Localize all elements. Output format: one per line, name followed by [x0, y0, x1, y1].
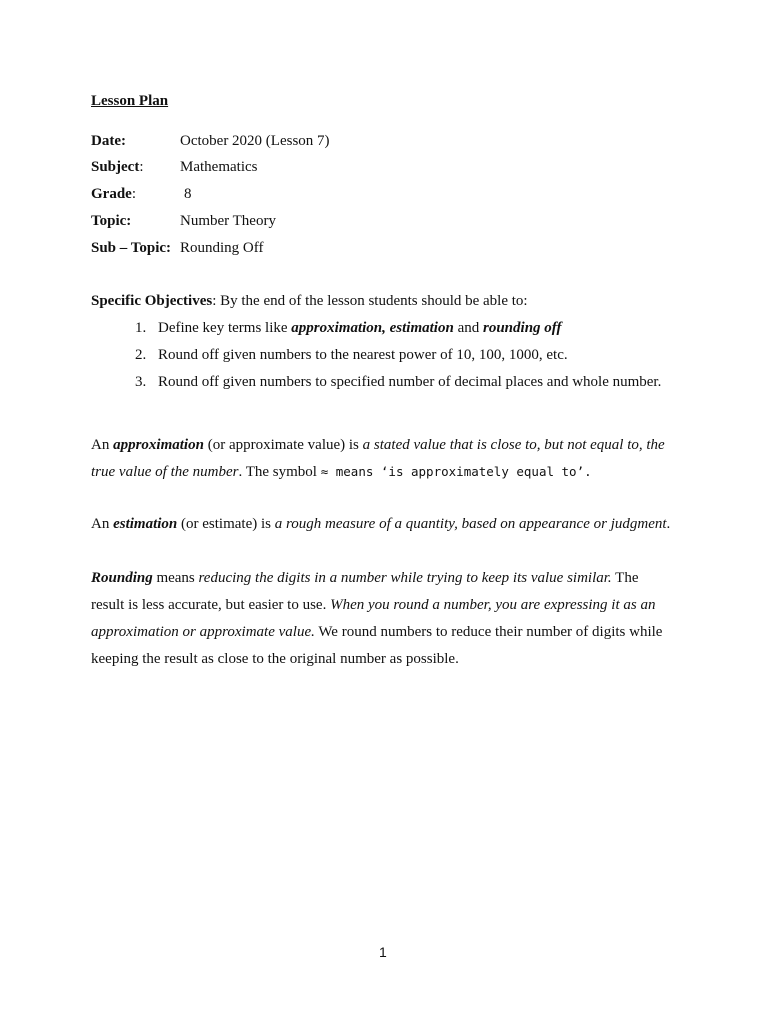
subject-value: Mathematics	[180, 159, 258, 175]
approximation-line-2: true value of the number. The symbol ≈ means ‘is approximately equal to’.	[91, 464, 592, 480]
page-number: 1	[379, 944, 387, 960]
objectives-intro: Specific Objectives: By the end of the lesson students should be able to:	[91, 293, 528, 309]
document-page: Lesson Plan Date: October 2020 (Lesson 7) Subject: Mathematics Grade: 8 Topic: Number Theory Sub – Topic: Rounding Off Specific Objectives: By the end of the lesson students should be able to: 1. Define key terms like approximation, estimation and rounding off 2. Round off given numbers to the nearest power of 10, 100, 1000, etc. 3. Round off given numbers to specified number of decimal places and whole number. An approximation (or approximate value) is a stated value that is close to, but not equal to, the true value of the number. The symbol ≈ means ‘is approximately equal to’. An estimation (or estimate) is a rough measure of a quantity, based on appearance or judgment. Rounding means reducing the digits in a number while trying to keep its value similar. The result is less accurate, but easier to use. When you round a number, you are expressing it as an approximation or approximate value. We round numbers to reduce their number of digits while keeping the result as close to the original number as possible. 1	[91, 93, 671, 960]
rounding-line-3: approximation or approximate value. We round numbers to reduce their number of digits while	[91, 624, 663, 640]
estimation-paragraph: An estimation (or estimate) is a rough measure of a quantity, based on appearance or judgment.	[91, 516, 671, 532]
subtopic-label: Sub – Topic:	[91, 240, 172, 256]
topic-value: Number Theory	[180, 213, 276, 229]
grade-label: Grade:	[91, 186, 136, 202]
lesson-plan-title: Lesson Plan	[91, 93, 169, 109]
date-value: October 2020 (Lesson 7)	[180, 133, 330, 149]
grade-value: 8	[184, 186, 192, 202]
subtopic-value: Rounding Off	[180, 240, 264, 256]
subject-label: Subject:	[91, 159, 144, 175]
objectives-heading: Specific Objectives	[91, 293, 213, 309]
rounding-line-1: Rounding means reducing the digits in a number while trying to keep its value similar. The	[91, 570, 639, 586]
rounding-line-4: keeping the result as close to the original number as possible.	[91, 651, 459, 667]
approximation-line-1: An approximation (or approximate value) is a stated value that is close to, but not equal to, the	[91, 437, 665, 453]
rounding-line-2: result is less accurate, but easier to use. When you round a number, you are expressing it as an	[91, 597, 656, 613]
topic-label: Topic:	[91, 213, 132, 229]
date-label: Date:	[91, 133, 126, 149]
